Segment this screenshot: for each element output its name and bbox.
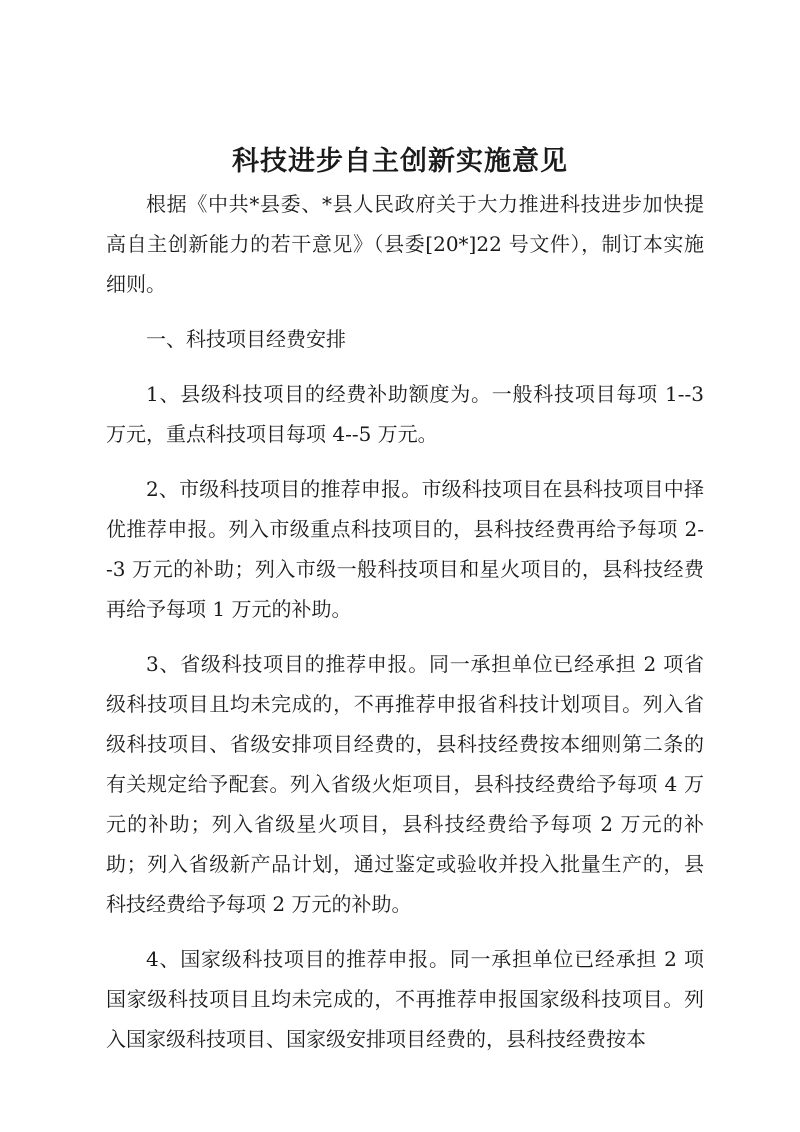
paragraph-item-4: 4、国家级科技项目的推荐申报。同一承担单位已经承担 2 项国家级科技项目且均未完成的，不再推荐申报国家级科技项目。列入国家级科技项目、国家级安排项目经费的，县科技经费按本 [106, 947, 704, 1051]
paragraph-item-1: 1、县级科技项目的经费补助额度为。一般科技项目每项 1--3 万元，重点科技项目每项 4--5 万元。 [106, 382, 704, 446]
document-body [106, 184, 704, 1059]
paragraph-item-2: 2、市级科技项目的推荐申报。市级科技项目在县科技项目中择优推荐申报。列入市级重点科技项目的，县科技经费再给予每项 2--3 万元的补助；列入市级一般科技项目和星火项目的，县科技经费再给予每项 1 万元的补助。 [106, 477, 704, 621]
paragraph-intro: 根据《中共*县委、*县人民政府关于大力推进科技进步加快提高自主创新能力的若干意见》（县委[20*]22 号文件），制订本实施细则。 [106, 192, 704, 296]
section-heading: 一、科技项目经费安排 [146, 327, 346, 351]
document-title: 科技进步自主创新实施意见 [232, 146, 568, 177]
paragraph-item-3: 3、省级科技项目的推荐申报。同一承担单位已经承担 2 项省级科技项目且均未完成的，不再推荐申报省科技计划项目。列入省级科技项目、省级安排项目经费的，县科技经费按本细则第二条的有关规定给予配套。列入省级火炬项目，县科技经费给予每项 4 万元的补助；列入省级星火项目，县科技经费给予每项 2 万元的补助；列入省级新产品计划，通过鉴定或验收并投入批量生产的，县科技经费给予每项 2 万元的补助。 [106, 652, 704, 916]
